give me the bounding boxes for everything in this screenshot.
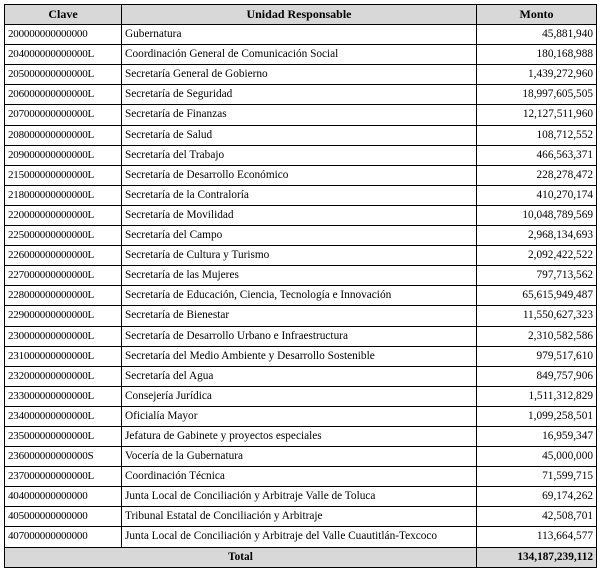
cell-monto: 228,278,472 xyxy=(477,165,597,185)
table-row xyxy=(5,185,597,205)
table-row xyxy=(5,467,597,487)
table-row xyxy=(5,125,597,145)
table-row xyxy=(5,326,597,346)
cell-unidad-responsable: Secretaría de las Mujeres xyxy=(122,266,477,286)
cell-clave: 237000000000000L xyxy=(5,467,122,487)
table-row xyxy=(5,205,597,225)
cell-clave: 407000000000000 xyxy=(5,527,122,547)
cell-clave: 404000000000000 xyxy=(5,487,122,507)
cell-clave: 235000000000000L xyxy=(5,426,122,446)
cell-clave: 236000000000000S xyxy=(5,447,122,467)
cell-unidad-responsable: Secretaría de Finanzas xyxy=(122,105,477,125)
cell-clave: 233000000000000L xyxy=(5,386,122,406)
table-row xyxy=(5,306,597,326)
cell-monto: 2,092,422,522 xyxy=(477,246,597,266)
cell-monto: 11,550,627,323 xyxy=(477,306,597,326)
cell-unidad-responsable: Secretaría de Desarrollo Urbano e Infraestructura xyxy=(122,326,477,346)
cell-clave: 205000000000000L xyxy=(5,65,122,85)
cell-unidad-responsable: Junta Local de Conciliación y Arbitraje del Valle Cuautitlán-Texcoco xyxy=(122,527,477,547)
cell-unidad-responsable: Secretaría del Medio Ambiente y Desarrollo Sostenible xyxy=(122,346,477,366)
cell-clave: 232000000000000L xyxy=(5,366,122,386)
cell-unidad-responsable: Junta Local de Conciliación y Arbitraje Valle de Toluca xyxy=(122,487,477,507)
table-row xyxy=(5,487,597,507)
cell-monto: 1,511,312,829 xyxy=(477,386,597,406)
cell-monto: 45,881,940 xyxy=(477,25,597,45)
cell-monto: 71,599,715 xyxy=(477,467,597,487)
cell-unidad-responsable: Coordinación Técnica xyxy=(122,467,477,487)
table-header xyxy=(5,5,597,25)
column-header-clave: Clave xyxy=(5,5,122,25)
cell-unidad-responsable: Gubernatura xyxy=(122,25,477,45)
total-label: Total xyxy=(5,547,477,567)
cell-monto: 16,959,347 xyxy=(477,426,597,446)
cell-monto: 180,168,988 xyxy=(477,45,597,65)
cell-clave: 227000000000000L xyxy=(5,266,122,286)
cell-unidad-responsable: Secretaría de Bienestar xyxy=(122,306,477,326)
cell-clave: 231000000000000L xyxy=(5,346,122,366)
table-row xyxy=(5,346,597,366)
table-row xyxy=(5,105,597,125)
column-header-monto: Monto xyxy=(477,5,597,25)
cell-monto: 108,712,552 xyxy=(477,125,597,145)
table-row xyxy=(5,85,597,105)
cell-unidad-responsable: Secretaría de Seguridad xyxy=(122,85,477,105)
table-row xyxy=(5,226,597,246)
table-row xyxy=(5,406,597,426)
table-header-row xyxy=(5,5,597,25)
table-row xyxy=(5,366,597,386)
cell-unidad-responsable: Vocería de la Gubernatura xyxy=(122,447,477,467)
cell-monto: 45,000,000 xyxy=(477,447,597,467)
table-row xyxy=(5,386,597,406)
cell-unidad-responsable: Jefatura de Gabinete y proyectos especiales xyxy=(122,426,477,446)
table-row xyxy=(5,266,597,286)
cell-monto: 65,615,949,487 xyxy=(477,286,597,306)
cell-clave: 208000000000000L xyxy=(5,125,122,145)
table-row xyxy=(5,527,597,547)
cell-unidad-responsable: Secretaría de Desarrollo Económico xyxy=(122,165,477,185)
cell-clave: 220000000000000L xyxy=(5,205,122,225)
cell-unidad-responsable: Secretaría del Trabajo xyxy=(122,145,477,165)
cell-unidad-responsable: Oficialía Mayor xyxy=(122,406,477,426)
cell-monto: 1,439,272,960 xyxy=(477,65,597,85)
table-row xyxy=(5,45,597,65)
cell-unidad-responsable: Secretaría del Agua xyxy=(122,366,477,386)
cell-clave: 200000000000000 xyxy=(5,25,122,45)
cell-monto: 113,664,577 xyxy=(477,527,597,547)
cell-unidad-responsable: Secretaría de Movilidad xyxy=(122,205,477,225)
cell-clave: 229000000000000L xyxy=(5,306,122,326)
cell-clave: 209000000000000L xyxy=(5,145,122,165)
cell-clave: 226000000000000L xyxy=(5,246,122,266)
cell-monto: 1,099,258,501 xyxy=(477,406,597,426)
cell-monto: 10,048,789,569 xyxy=(477,205,597,225)
cell-unidad-responsable: Secretaría General de Gobierno xyxy=(122,65,477,85)
cell-clave: 234000000000000L xyxy=(5,406,122,426)
table-row xyxy=(5,25,597,45)
budget-table xyxy=(4,4,597,568)
cell-monto: 2,968,134,693 xyxy=(477,226,597,246)
cell-monto: 849,757,906 xyxy=(477,366,597,386)
cell-clave: 207000000000000L xyxy=(5,105,122,125)
cell-clave: 218000000000000L xyxy=(5,185,122,205)
cell-unidad-responsable: Tribunal Estatal de Conciliación y Arbitraje xyxy=(122,507,477,527)
cell-monto: 797,713,562 xyxy=(477,266,597,286)
table-row xyxy=(5,507,597,527)
cell-monto: 2,310,582,586 xyxy=(477,326,597,346)
cell-unidad-responsable: Secretaría de Cultura y Turismo xyxy=(122,246,477,266)
cell-monto: 42,508,701 xyxy=(477,507,597,527)
cell-clave: 215000000000000L xyxy=(5,165,122,185)
cell-unidad-responsable: Coordinación General de Comunicación Social xyxy=(122,45,477,65)
cell-unidad-responsable: Secretaría del Campo xyxy=(122,226,477,246)
table-row xyxy=(5,145,597,165)
table-footer xyxy=(5,547,597,567)
cell-unidad-responsable: Consejería Jurídica xyxy=(122,386,477,406)
total-row xyxy=(5,547,597,567)
cell-unidad-responsable: Secretaría de Educación, Ciencia, Tecnología e Innovación xyxy=(122,286,477,306)
table-row xyxy=(5,165,597,185)
cell-monto: 18,997,605,505 xyxy=(477,85,597,105)
cell-monto: 410,270,174 xyxy=(477,185,597,205)
cell-monto: 979,517,610 xyxy=(477,346,597,366)
cell-clave: 206000000000000L xyxy=(5,85,122,105)
column-header-unidad: Unidad Responsable xyxy=(122,5,477,25)
table-row xyxy=(5,246,597,266)
table-row xyxy=(5,286,597,306)
table-body xyxy=(5,25,597,547)
cell-clave: 228000000000000L xyxy=(5,286,122,306)
cell-clave: 230000000000000L xyxy=(5,326,122,346)
table-row xyxy=(5,426,597,446)
cell-clave: 204000000000000L xyxy=(5,45,122,65)
cell-clave: 225000000000000L xyxy=(5,226,122,246)
cell-monto: 466,563,371 xyxy=(477,145,597,165)
table-row xyxy=(5,447,597,467)
table-row xyxy=(5,65,597,85)
total-amount: 134,187,239,112 xyxy=(477,547,597,567)
cell-clave: 405000000000000 xyxy=(5,507,122,527)
cell-unidad-responsable: Secretaría de Salud xyxy=(122,125,477,145)
cell-monto: 69,174,262 xyxy=(477,487,597,507)
cell-unidad-responsable: Secretaría de la Contraloría xyxy=(122,185,477,205)
cell-monto: 12,127,511,960 xyxy=(477,105,597,125)
